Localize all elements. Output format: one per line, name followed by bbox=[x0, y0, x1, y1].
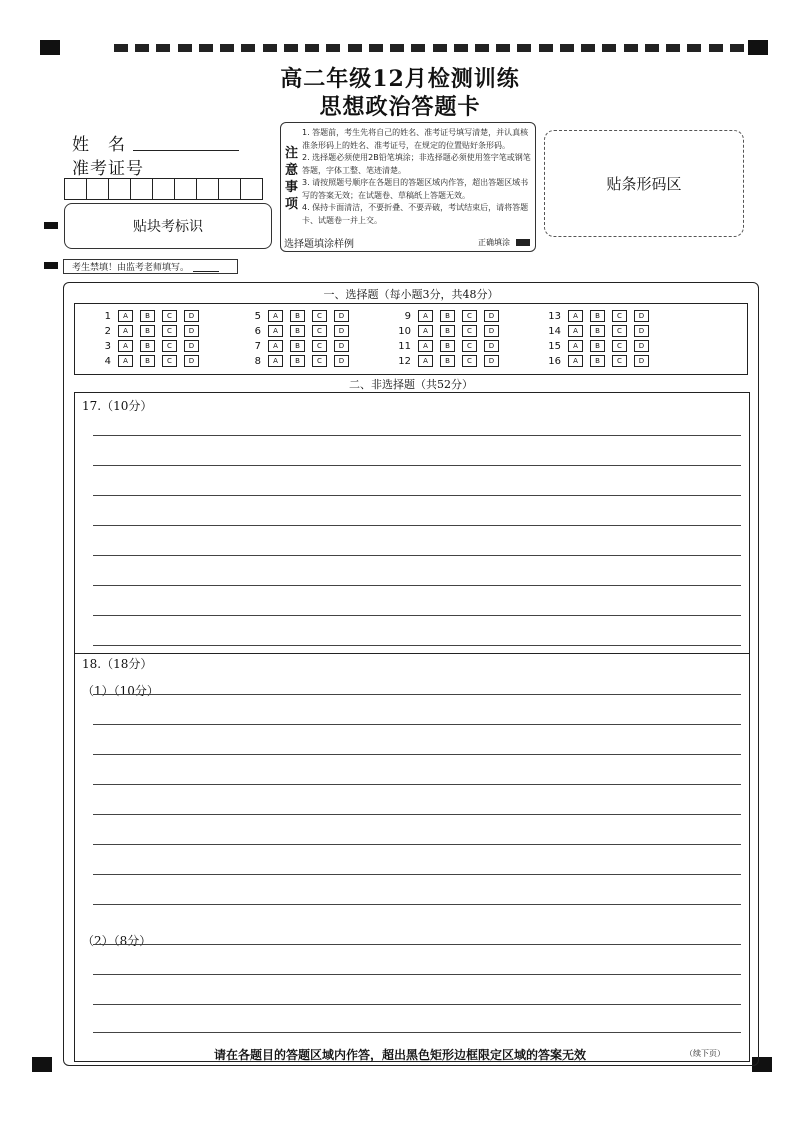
mc-option-bubble[interactable]: C bbox=[612, 355, 627, 367]
mc-option-bubble[interactable]: B bbox=[440, 355, 455, 367]
timing-mark bbox=[284, 44, 298, 52]
timing-mark bbox=[369, 44, 383, 52]
answer-line bbox=[93, 615, 741, 616]
name-label: 姓 名 bbox=[72, 135, 126, 155]
mc-option-bubble[interactable]: C bbox=[462, 355, 477, 367]
mc-option-bubble[interactable]: A bbox=[118, 310, 133, 322]
mc-question-number: 13 bbox=[548, 310, 561, 322]
timing-mark bbox=[220, 44, 234, 52]
mc-option-bubble[interactable]: B bbox=[590, 355, 605, 367]
timing-mark bbox=[348, 44, 362, 52]
timing-mark bbox=[709, 44, 723, 52]
timing-mark bbox=[411, 44, 425, 52]
mc-option-bubble[interactable]: C bbox=[312, 310, 327, 322]
answer-line bbox=[93, 874, 741, 875]
timing-marks bbox=[114, 44, 744, 52]
mc-option-bubble[interactable]: B bbox=[140, 325, 155, 337]
mc-option-bubble[interactable]: C bbox=[612, 325, 627, 337]
notice-item: 1. 答题前，考生先将自己的姓名、准考证号填写清楚，并认真核准条形码上的姓名、准考证号，在规定的位置贴好条形码。 bbox=[302, 128, 529, 150]
timing-mark bbox=[305, 44, 319, 52]
exam-id-grid[interactable] bbox=[64, 178, 263, 200]
mc-option-bubble[interactable]: A bbox=[418, 355, 433, 367]
side-mark bbox=[44, 222, 58, 229]
mc-question-number: 15 bbox=[548, 340, 561, 352]
mc-option-bubble[interactable]: C bbox=[312, 325, 327, 337]
mc-option-bubble[interactable]: A bbox=[268, 310, 283, 322]
section-2-label: 二、非选择题（共52分） bbox=[349, 378, 473, 391]
mc-question-number: 11 bbox=[398, 340, 411, 352]
registration-mark-top-left bbox=[40, 40, 60, 55]
q18-part1-title: （1）（10分） bbox=[82, 684, 159, 698]
mc-option-bubble[interactable]: D bbox=[334, 310, 349, 322]
mc-question bbox=[535, 310, 649, 322]
mc-option-bubble[interactable]: A bbox=[268, 325, 283, 337]
answer-line bbox=[93, 814, 741, 815]
mc-option-bubble[interactable]: A bbox=[118, 325, 133, 337]
correct-fill-label: 正确填涂 bbox=[478, 238, 510, 247]
mc-question bbox=[385, 325, 499, 337]
barcode-area[interactable]: 贴条形码区 bbox=[544, 130, 744, 237]
absent-note-text: 考生禁填！由监考老师填写。 bbox=[72, 263, 190, 273]
mc-option-bubble[interactable]: B bbox=[590, 340, 605, 352]
mc-option-bubble[interactable]: A bbox=[268, 355, 283, 367]
answer-line bbox=[93, 974, 741, 975]
mc-question-number: 8 bbox=[254, 355, 261, 367]
q17-answer-area[interactable] bbox=[74, 392, 750, 654]
exam-id-cell[interactable] bbox=[197, 179, 219, 199]
answer-line bbox=[93, 465, 741, 466]
footer-instruction: 请在各题目的答题区域内作答，超出黑色矩形边框限定区域的答案无效 bbox=[213, 1048, 586, 1062]
mc-option-bubble[interactable]: A bbox=[268, 340, 283, 352]
timing-mark bbox=[624, 44, 638, 52]
timing-mark bbox=[581, 44, 595, 52]
mc-question-number: 5 bbox=[254, 310, 261, 322]
timing-mark bbox=[156, 44, 170, 52]
mc-option-bubble[interactable]: A bbox=[118, 355, 133, 367]
mc-option-bubble[interactable]: D bbox=[184, 310, 199, 322]
mc-question-number: 4 bbox=[104, 355, 111, 367]
mc-question bbox=[235, 310, 349, 322]
exam-id-cell[interactable] bbox=[175, 179, 197, 199]
mc-option-bubble[interactable]: C bbox=[312, 355, 327, 367]
answer-line bbox=[93, 1032, 741, 1033]
mc-option-bubble[interactable]: B bbox=[590, 325, 605, 337]
mc-option-bubble[interactable]: C bbox=[462, 340, 477, 352]
mc-option-bubble[interactable]: A bbox=[418, 325, 433, 337]
answer-line bbox=[93, 1004, 741, 1005]
mc-option-bubble[interactable]: A bbox=[568, 310, 583, 322]
q18-part2-title: （2）（8分） bbox=[82, 934, 152, 948]
mc-question bbox=[235, 355, 349, 367]
exam-id-cell[interactable] bbox=[153, 179, 175, 199]
timing-mark bbox=[539, 44, 553, 52]
mc-option-bubble[interactable]: D bbox=[484, 340, 499, 352]
exam-id-label: 准考证号 bbox=[72, 159, 144, 179]
absent-mark-box[interactable] bbox=[193, 261, 219, 272]
mc-option-bubble[interactable]: A bbox=[118, 340, 133, 352]
mc-option-bubble[interactable]: A bbox=[568, 340, 583, 352]
mc-question bbox=[385, 310, 499, 322]
mc-option-bubble[interactable]: A bbox=[568, 355, 583, 367]
mc-option-bubble[interactable]: C bbox=[162, 355, 177, 367]
side-mark bbox=[44, 262, 58, 269]
mc-question-number: 10 bbox=[398, 325, 411, 337]
timing-mark bbox=[241, 44, 255, 52]
answer-line bbox=[93, 784, 741, 785]
mc-question-number: 6 bbox=[254, 325, 261, 337]
timing-mark bbox=[178, 44, 192, 52]
filled-bubble-icon bbox=[516, 239, 530, 246]
mc-option-bubble[interactable]: B bbox=[290, 310, 305, 322]
answer-line bbox=[93, 844, 741, 845]
notice-item: 2. 选择题必须使用2B铅笔填涂；非选择题必须使用签字笔或钢笔答题，字体工整、笔迹清楚。 bbox=[302, 153, 531, 175]
notice-heading: 注意事项 bbox=[285, 146, 299, 212]
mc-question-number: 16 bbox=[548, 355, 561, 367]
timing-mark bbox=[199, 44, 213, 52]
answer-line bbox=[93, 754, 741, 755]
mc-option-bubble[interactable]: D bbox=[634, 355, 649, 367]
timing-mark bbox=[645, 44, 659, 52]
page-title: 高二年级12月检测训练 bbox=[280, 66, 520, 92]
mc-option-bubble[interactable]: B bbox=[290, 355, 305, 367]
mc-option-bubble[interactable]: A bbox=[418, 340, 433, 352]
mc-question-number: 14 bbox=[548, 325, 561, 337]
mc-question-number: 12 bbox=[398, 355, 411, 367]
timing-mark bbox=[560, 44, 574, 52]
mc-option-bubble[interactable]: D bbox=[334, 355, 349, 367]
mc-option-bubble[interactable]: D bbox=[184, 325, 199, 337]
q18-answer-area[interactable] bbox=[74, 652, 750, 1062]
exam-id-cell[interactable] bbox=[109, 179, 131, 199]
q17-title: 17.（10分） bbox=[82, 399, 153, 413]
notice-box bbox=[280, 122, 536, 252]
mc-option-bubble[interactable]: D bbox=[634, 325, 649, 337]
name-field[interactable] bbox=[133, 150, 239, 151]
mc-question-number: 9 bbox=[404, 310, 411, 322]
timing-mark bbox=[687, 44, 701, 52]
mc-option-bubble[interactable]: D bbox=[484, 325, 499, 337]
mc-option-bubble[interactable]: B bbox=[140, 340, 155, 352]
mc-option-bubble[interactable]: D bbox=[484, 310, 499, 322]
mc-option-bubble[interactable]: D bbox=[634, 310, 649, 322]
multiple-choice-grid bbox=[74, 303, 748, 375]
mc-option-bubble[interactable]: C bbox=[612, 310, 627, 322]
mc-question bbox=[385, 340, 499, 352]
page-subtitle: 思想政治答题卡 bbox=[319, 94, 481, 120]
mc-option-bubble[interactable]: A bbox=[418, 310, 433, 322]
timing-mark bbox=[475, 44, 489, 52]
mc-question bbox=[235, 325, 349, 337]
mc-question bbox=[85, 355, 199, 367]
exam-id-cell[interactable] bbox=[87, 179, 109, 199]
mc-question bbox=[535, 325, 649, 337]
mc-option-bubble[interactable]: A bbox=[568, 325, 583, 337]
timing-mark bbox=[135, 44, 149, 52]
notice-item: 3. 请按照题号顺序在各题目的答题区域内作答，超出答题区域书写的答案无效；在试题卷、草稿纸上答题无效。 bbox=[302, 178, 529, 200]
fill-sample-label: 选择题填涂样例 bbox=[284, 239, 354, 250]
mc-question-number: 3 bbox=[104, 340, 111, 352]
answer-line bbox=[93, 495, 741, 496]
timing-mark bbox=[114, 44, 128, 52]
answer-line bbox=[93, 435, 741, 436]
notice-item: 4. 保持卡面清洁，不要折叠、不要弄破，考试结束后，请将答题卡、试题卷一并上交。 bbox=[302, 203, 529, 225]
mc-option-bubble[interactable]: C bbox=[462, 325, 477, 337]
exam-id-cell[interactable] bbox=[219, 179, 241, 199]
timing-mark bbox=[496, 44, 510, 52]
mc-option-bubble[interactable]: B bbox=[590, 310, 605, 322]
mc-option-bubble[interactable]: B bbox=[140, 355, 155, 367]
mc-question bbox=[535, 355, 649, 367]
mc-option-bubble[interactable]: D bbox=[484, 355, 499, 367]
answer-line bbox=[93, 525, 741, 526]
timing-mark bbox=[326, 44, 340, 52]
registration-mark-top-right bbox=[748, 40, 768, 55]
continue-next-page: （续下页） bbox=[685, 1049, 725, 1058]
answer-line bbox=[93, 555, 741, 556]
exam-id-cell[interactable] bbox=[241, 179, 262, 199]
timing-mark bbox=[263, 44, 277, 52]
mc-option-bubble[interactable]: B bbox=[140, 310, 155, 322]
mc-option-bubble[interactable]: C bbox=[162, 325, 177, 337]
mc-option-bubble[interactable]: B bbox=[290, 340, 305, 352]
answer-line bbox=[93, 904, 741, 905]
mc-question-number: 7 bbox=[254, 340, 261, 352]
mc-question bbox=[535, 340, 649, 352]
mc-option-bubble[interactable]: D bbox=[334, 340, 349, 352]
timing-mark bbox=[390, 44, 404, 52]
timing-mark bbox=[602, 44, 616, 52]
exam-sticker-area[interactable]: 贴块考标识 bbox=[64, 203, 272, 249]
timing-mark bbox=[433, 44, 447, 52]
mc-question-number: 2 bbox=[104, 325, 111, 337]
timing-mark bbox=[666, 44, 680, 52]
answer-line bbox=[93, 944, 741, 945]
mc-option-bubble[interactable]: B bbox=[440, 310, 455, 322]
mc-option-bubble[interactable]: B bbox=[440, 340, 455, 352]
mc-option-bubble[interactable]: B bbox=[440, 325, 455, 337]
mc-option-bubble[interactable]: C bbox=[162, 310, 177, 322]
answer-line bbox=[93, 694, 741, 695]
answer-line bbox=[93, 724, 741, 725]
mc-option-bubble[interactable]: D bbox=[334, 325, 349, 337]
mc-question bbox=[235, 340, 349, 352]
mc-option-bubble[interactable]: C bbox=[612, 340, 627, 352]
mc-question bbox=[85, 325, 199, 337]
mc-option-bubble[interactable]: B bbox=[290, 325, 305, 337]
q18-title: 18.（18分） bbox=[82, 657, 153, 671]
notice-list bbox=[302, 127, 532, 227]
mc-option-bubble[interactable]: D bbox=[634, 340, 649, 352]
mc-option-bubble[interactable]: D bbox=[184, 340, 199, 352]
timing-mark bbox=[454, 44, 468, 52]
mc-question bbox=[385, 355, 499, 367]
exam-id-cell[interactable] bbox=[131, 179, 153, 199]
section-1-label: 一、选择题（每小题3分，共48分） bbox=[323, 288, 499, 301]
answer-line bbox=[93, 645, 741, 646]
mc-option-bubble[interactable]: C bbox=[162, 340, 177, 352]
exam-id-cell[interactable] bbox=[65, 179, 87, 199]
answer-frame bbox=[63, 282, 759, 1066]
mc-question-number: 1 bbox=[104, 310, 111, 322]
mc-option-bubble[interactable]: C bbox=[462, 310, 477, 322]
mc-question bbox=[85, 340, 199, 352]
mc-question bbox=[85, 310, 199, 322]
timing-mark bbox=[517, 44, 531, 52]
answer-line bbox=[93, 585, 741, 586]
absent-note bbox=[63, 259, 238, 274]
mc-option-bubble[interactable]: C bbox=[312, 340, 327, 352]
fill-sample-row bbox=[284, 235, 530, 250]
mc-option-bubble[interactable]: D bbox=[184, 355, 199, 367]
timing-mark bbox=[730, 44, 744, 52]
